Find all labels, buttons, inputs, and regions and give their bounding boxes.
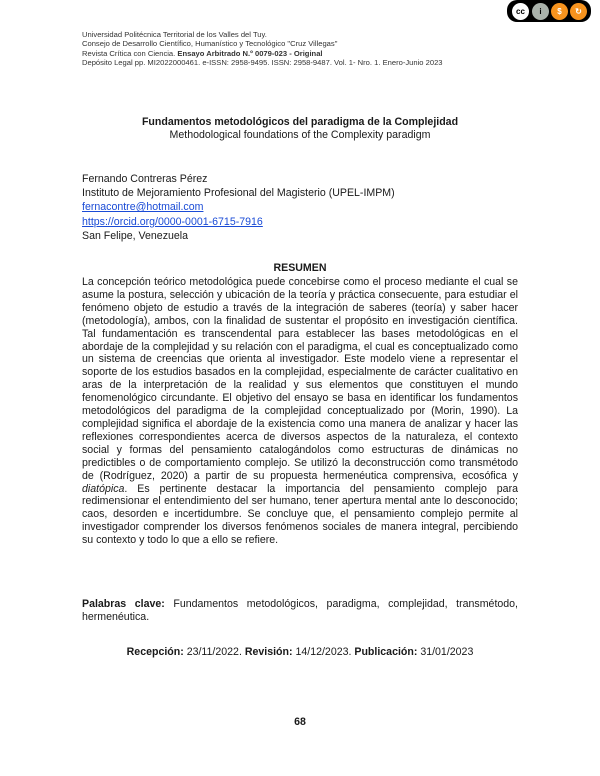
non-commercial-icon: $ [551,3,568,20]
keywords-block [82,598,518,624]
journal-line [82,49,522,58]
journal-name: Revista Crítica con Ciencia. [82,48,178,58]
author-location: San Felipe, Venezuela [82,229,189,242]
keywords-label: Palabras clave: [82,598,165,610]
council-line: Consejo de Desarrollo Científico, Humanístico y Tecnológico "Cruz Villegas" [82,39,338,49]
author-email-link[interactable]: fernacontre@hotmail.com [82,201,204,214]
share-alike-icon: ↻ [570,3,587,20]
publication-date: 31/01/2023 [417,646,474,658]
creative-commons-icon: cc [511,2,530,21]
title-english: Methodological foundations of the Complexity paradigm [169,129,431,141]
article-dates [0,646,600,658]
cc-license-badge[interactable] [507,0,591,22]
article-title [0,116,600,142]
abstract-text-part1: La concepción teórico metodológica puede concebirse como el proceso mediante el cual se asume la postura, selección y ubicación de la teoría y práctica consecuente, para estudiar el fenómeno objeto de estudio a través de la integración de saberes (teoría) y saber hacer (metodología), ambos, con la finalidad de sustentar el propósito en investigación científica. Tal fundamentación es transcendental para establecer las bases metodológicas en el abordaje de la complejidad y su relación con el paradigma, el cual es conceptualizado como un sistema de creencias que orienta al investigador. Este modelo viene a representar el soporte de los estudios basados en la complejidad, especialmente de carácter cualitativo en aras de la interpretación de la realidad y sus elementos que constituyen el mundo fenomenológico circundante. El objetivo del ensayo se basa en identificar los fundamentos metodológicos del paradigma de la complejidad conceptualizado por (Morin, 1990). La complejidad significa el abordaje de la existencia como una manera de analizar y hacer las reflexiones correspondientes acerca de diversos aspectos de la naturaleza, el contexto social y formas del pensamiento catalogándolos como estructuras de dinámicas no predictibles o de comportamiento complejo. Se utilizó la deconstrucción como transmétodo de (Rodríguez, 2020) a partir de su propuesta hermenéutica comprensiva, ecosófica y [82,276,518,482]
abstract-text [82,276,518,547]
author-name: Fernando Contreras Pérez [82,173,208,185]
page-number: 68 [294,716,306,728]
journal-header [82,30,522,67]
attribution-icon: i [532,3,549,20]
university-line: Universidad Politécnica Territorial de los Valles del Tuy. [82,30,267,39]
title-spanish: Fundamentos metodológicos del paradigma de la Complejidad [141,116,459,128]
publication-label: Publicación: [354,646,418,658]
received-label: Recepción: [126,646,184,658]
abstract-heading: RESUMEN [273,262,327,274]
author-orcid-link[interactable]: https://orcid.org/0000-0001-6715-7916 [82,215,263,228]
author-block [82,172,395,243]
keywords-list: Fundamentos metodológicos, paradigma, complejidad, transmétodo, hermenéutica. [82,598,519,623]
article-type: Ensayo Arbitrado N.º 0079-023 - Original [177,48,323,58]
revision-date: 14/12/2023. [292,646,355,658]
abstract-italic-term: diatópica [82,482,125,495]
received-date: 23/11/2022. [183,646,245,658]
revision-label: Revisión: [244,646,293,658]
legal-deposit-line: Depósito Legal pp. MI2022000461. e-ISSN: 2958-9495. ISSN: 2958-9487. Vol. 1- Nro. 1. Enero-Junio 2023 [82,57,443,67]
abstract-text-part2: . Es pertinente destacar la importancia del pensamiento complejo para redimensionar el entendimiento del ser humano, tener apertura mental ante lo desconocido; caos, desorden e incertidumbre. Se concluye que, el pensamiento complejo permite al investigador comprender los diversos fenómenos sociales de manera integral, percibiendo su contexto y todo lo que a ello se refiere. [82,482,518,547]
author-institution: Instituto de Mejoramiento Profesional del Magisterio (UPEL-IMPM) [82,187,395,200]
